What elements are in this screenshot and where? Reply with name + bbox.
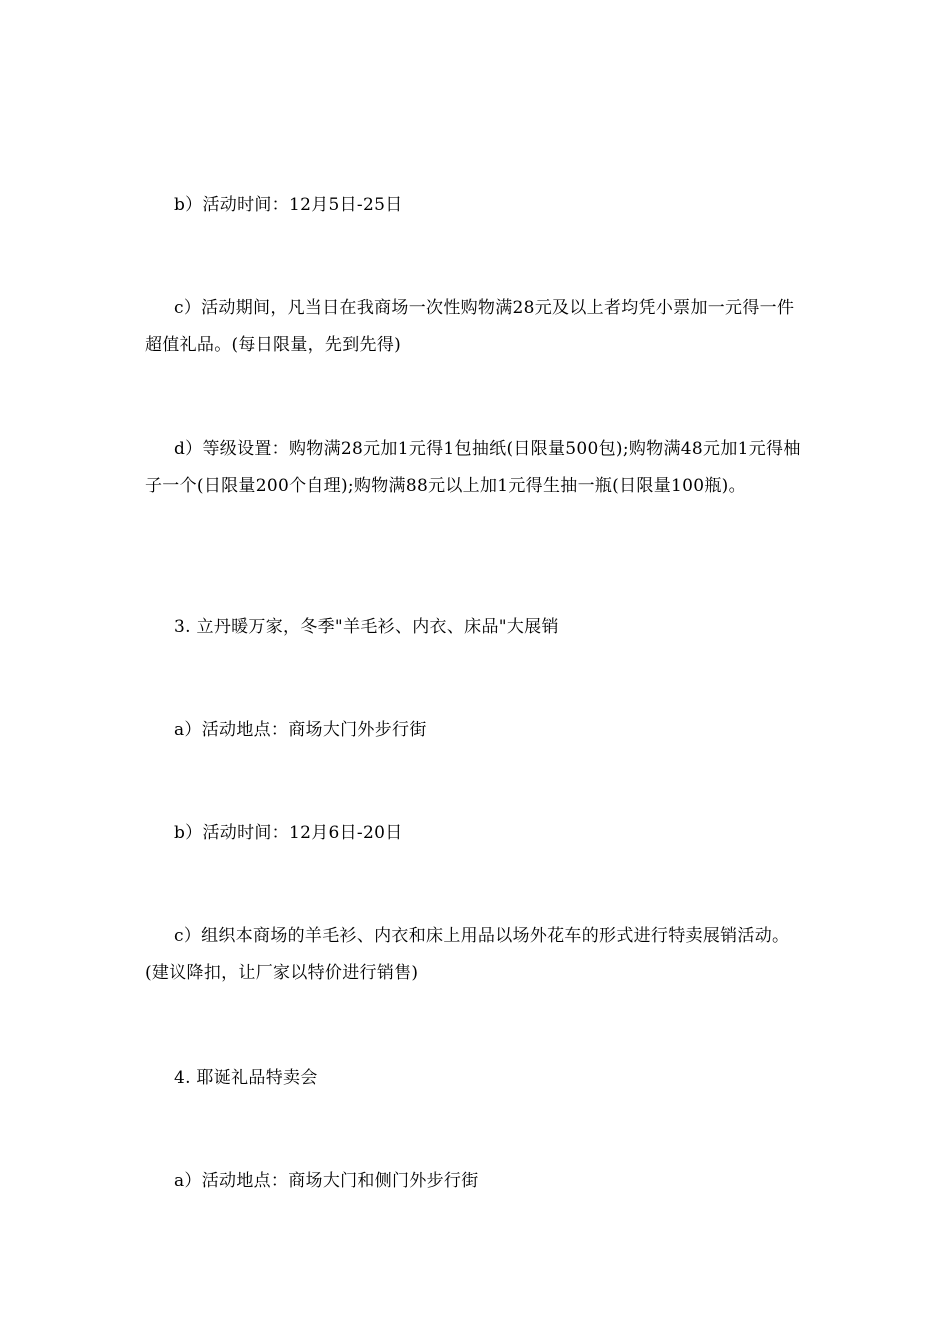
section-heading-3: 3. 立丹暖万家，冬季"羊毛衫、内衣、床品"大展销 [174,617,559,637]
paragraph-activity-location-2: a）活动地点：商场大门和侧门外步行街 [174,1171,479,1191]
paragraph-activity-location-1: a）活动地点：商场大门外步行街 [174,720,427,740]
paragraph-organize-sale: c）组织本商场的羊毛衫、内衣和床上用品以场外花车的形式进行特卖展销活动。(建议降扣，让厂家以特价进行销售) [145,926,790,983]
paragraph-activity-time-1: b）活动时间：12月5日-25日 [174,195,403,215]
paragraph-level-settings: d）等级设置：购物满28元加1元得1包抽纸(日限量500包);购物满48元加1元得柚子一个(日限量200个自理);购物满88元以上加1元得生抽一瓶(日限量100瓶)。 [145,439,801,496]
section-heading-4: 4. 耶诞礼品特卖会 [174,1068,318,1088]
paragraph-activity-time-2: b）活动时间：12月6日-20日 [174,823,403,843]
paragraph-activity-period: c）活动期间，凡当日在我商场一次性购物满28元及以上者均凭小票加一元得一件超值礼品。(每日限量，先到先得) [145,298,795,355]
